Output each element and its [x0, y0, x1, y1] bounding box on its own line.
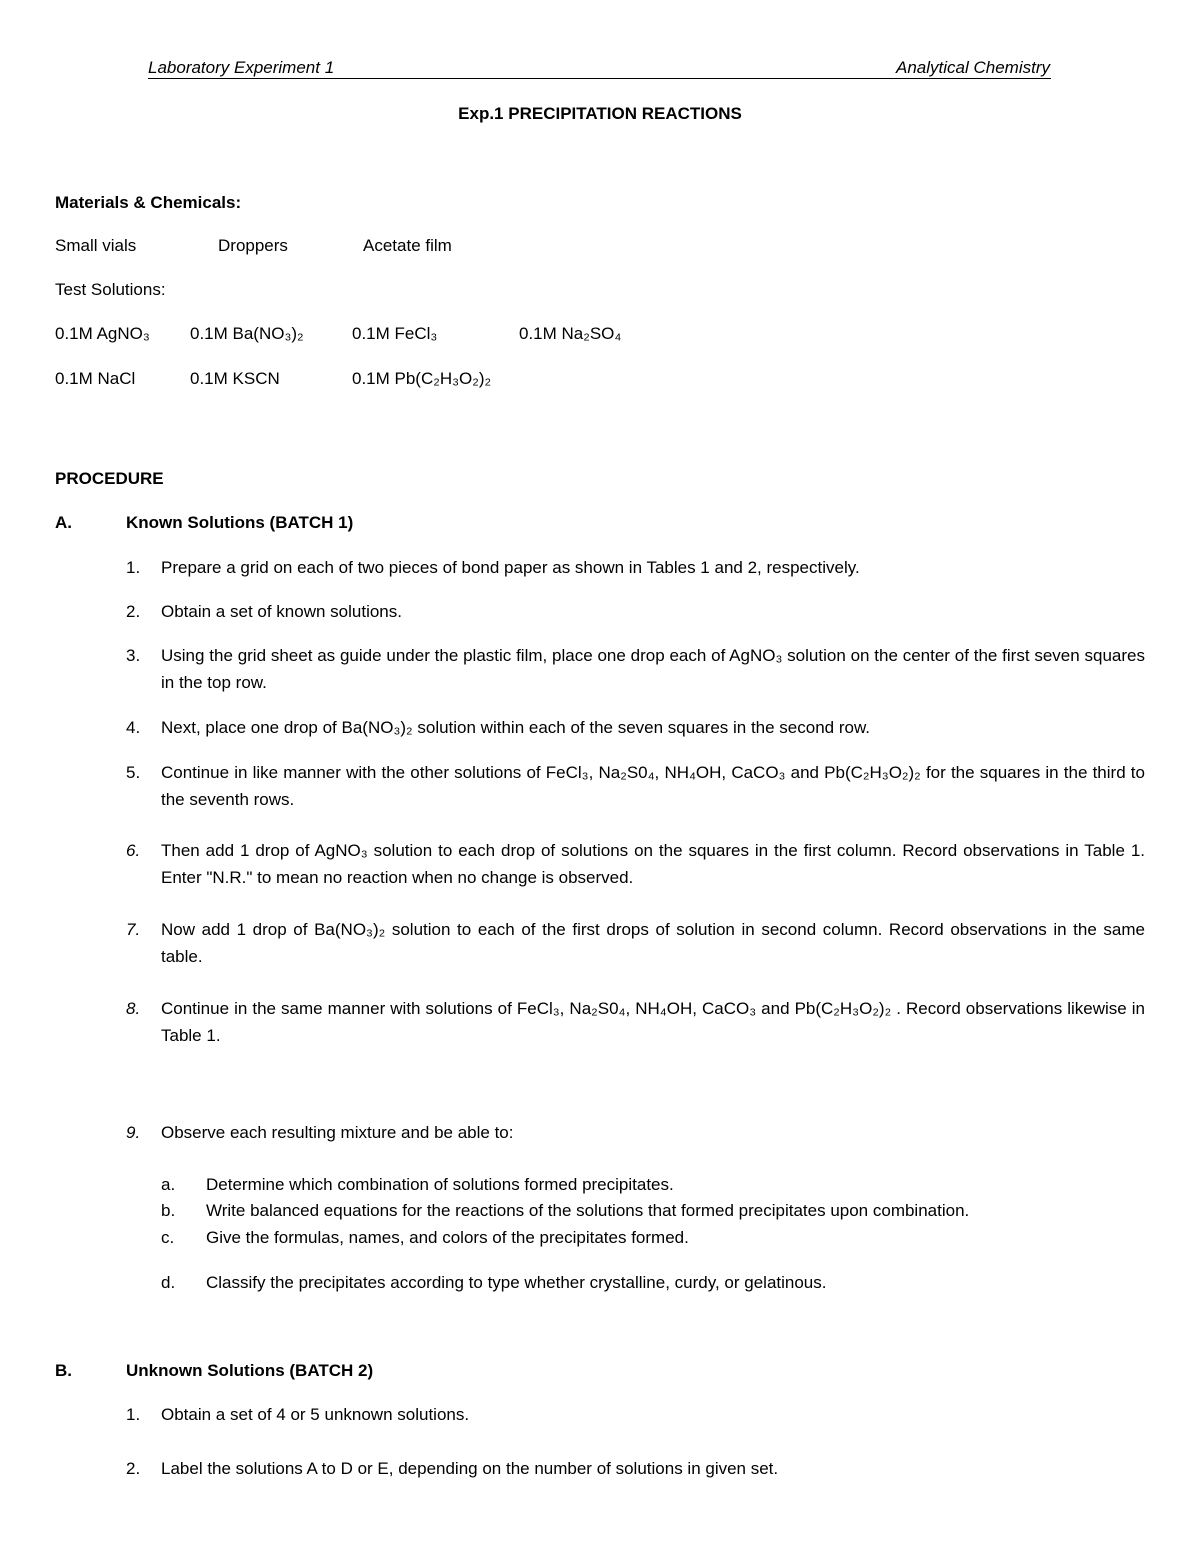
step-number: 4. — [126, 718, 141, 737]
step-text: Continue in the same manner with solutions of FeCl₃, Na₂S0₄, NH₄OH, CaCO₃ and Pb(C₂H₃O₂)₂ . Record observations likewise in Table 1. — [161, 999, 1145, 1045]
step-text: Then add 1 drop of AgNO₃ solution to each drop of solutions on the squares in the first column. Record observations in Table 1. Enter "N.R." to mean no reaction when no change is observed. — [161, 841, 1145, 887]
step-number: 2. — [126, 1459, 141, 1478]
substep-text: Write balanced equations for the reactions of the solutions that formed precipitates upon combination. — [206, 1201, 970, 1220]
step-number: 3. — [126, 646, 141, 665]
step-text: Observe each resulting mixture and be able to: — [161, 1123, 514, 1142]
step-text: Now add 1 drop of Ba(NO₃)₂ solution to each of the first drops of solution in second column. Record observations in the same table. — [161, 920, 1145, 966]
step-number: 7. — [126, 920, 141, 939]
substep-letter: a. — [161, 1175, 176, 1194]
test-solutions-heading: Test Solutions: — [55, 280, 166, 299]
step-text: Label the solutions A to D or E, depending on the number of solutions in given set. — [161, 1459, 779, 1478]
section-b-letter: B. — [55, 1361, 72, 1380]
material-item: Acetate film — [363, 236, 452, 255]
step-text: Continue in like manner with the other solutions of FeCl₃, Na₂S0₄, NH₄OH, CaCO₃ and Pb(C₂H₃O₂)₂ for the squares in the third to the seventh rows. — [161, 763, 1145, 809]
substep-letter: b. — [161, 1201, 176, 1220]
substep-text: Classify the precipitates according to type whether crystalline, curdy, or gelatinous. — [206, 1273, 827, 1292]
solution-item: 0.1M FeCl₃ — [352, 324, 438, 343]
solution-item: 0.1M Pb(C₂H₃O₂)₂ — [352, 369, 492, 388]
procedure-heading: PROCEDURE — [55, 469, 164, 488]
substep-text: Give the formulas, names, and colors of the precipitates formed. — [206, 1228, 689, 1247]
solution-item: 0.1M NaCl — [55, 369, 136, 388]
step-number: 5. — [126, 763, 141, 782]
material-item: Small vials — [55, 236, 137, 255]
step-text: Using the grid sheet as guide under the plastic film, place one drop each of AgNO₃ solution on the center of the first seven squares in the top row. — [161, 646, 1145, 692]
substep-letter: c. — [161, 1228, 175, 1247]
step-text: Obtain a set of known solutions. — [161, 602, 402, 621]
solution-item: 0.1M Ba(NO₃)₂ — [190, 324, 304, 343]
step-number: 9. — [126, 1123, 141, 1142]
step-number: 1. — [126, 1405, 141, 1424]
step-number: 6. — [126, 841, 141, 860]
solution-item: 0.1M AgNO₃ — [55, 324, 150, 343]
section-a-letter: A. — [55, 513, 72, 532]
header-right: Analytical Chemistry — [896, 58, 1050, 77]
header-rule — [148, 78, 1051, 79]
material-item: Droppers — [218, 236, 288, 255]
page-title: Exp.1 PRECIPITATION REACTIONS — [458, 104, 742, 123]
solution-item: 0.1M Na₂SO₄ — [519, 324, 622, 343]
section-a-title: Known Solutions (BATCH 1) — [126, 513, 354, 532]
step-text: Prepare a grid on each of two pieces of bond paper as shown in Tables 1 and 2, respectively. — [161, 558, 860, 577]
header-left: Laboratory Experiment 1 — [148, 58, 335, 77]
step-number: 2. — [126, 602, 141, 621]
substep-text: Determine which combination of solutions formed precipitates. — [206, 1175, 674, 1194]
step-text: Next, place one drop of Ba(NO₃)₂ solution within each of the seven squares in the second row. — [161, 718, 871, 737]
section-b-title: Unknown Solutions (BATCH 2) — [126, 1361, 374, 1380]
materials-heading: Materials & Chemicals: — [55, 193, 242, 212]
step-text: Obtain a set of 4 or 5 unknown solutions. — [161, 1405, 470, 1424]
substep-letter: d. — [161, 1273, 176, 1292]
step-number: 1. — [126, 558, 141, 577]
step-number: 8. — [126, 999, 141, 1018]
solution-item: 0.1M KSCN — [190, 369, 280, 388]
